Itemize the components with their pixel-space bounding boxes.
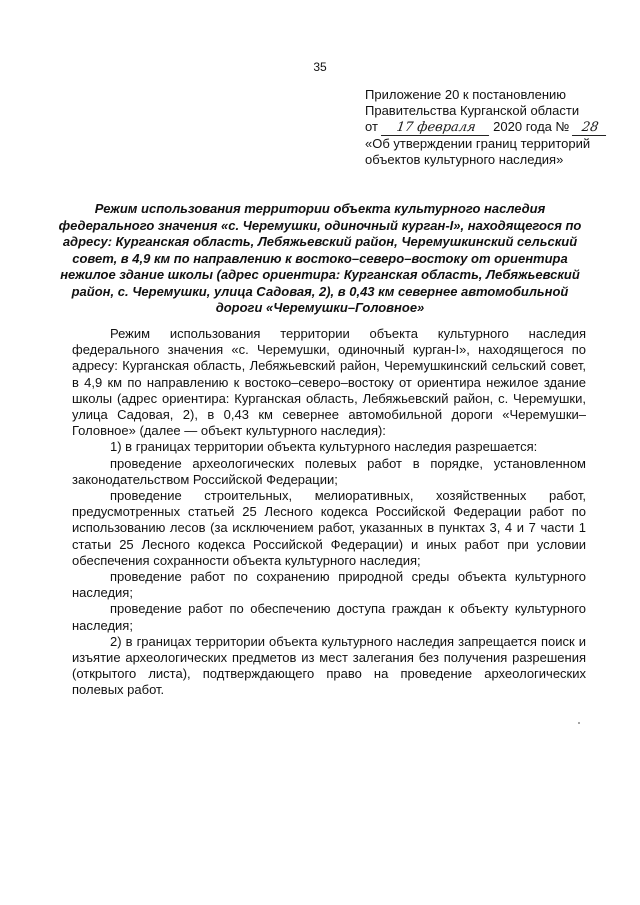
page-number: 35 [313,60,327,74]
scan-speck [578,722,580,724]
document-body [72,326,586,699]
paragraph-allowed-1: проведение археологических полевых работ в порядке, установленном законодательством Российской Федерации; [72,455,586,487]
date-prefix: от [365,119,378,134]
paragraph-allowed-heading: 1) в границах территории объекта культурного наследия разрешается: [110,439,538,455]
appendix-line-4: «Об утверждении границ территорий [365,136,591,151]
paragraph-allowed-4: проведение работ по обеспечению доступа граждан к объекту культурного наследия; [72,601,586,633]
appendix-line-5: объектов культурного наследия» [365,152,564,167]
handwritten-number: 28 [572,121,608,136]
appendix-line-1: Приложение 20 к постановлению [365,87,567,102]
paragraph-prohibited: 2) в границах территории объекта культурного наследия запрещается поиск и изъятие археологических предметов из мест залегания без получения разрешения (открытого листа), подтверждающего право на проведение археологических полевых работ. [72,633,586,698]
appendix-block [365,87,625,168]
year-text: 2020 года № [493,119,570,134]
appendix-date-line [365,119,625,136]
paragraph-allowed-2: проведение строительных, мелиоративных, хозяйственных работ, предусмотренных статьей 25 Лесного кодекса Российской Федерации работ по использованию лесов (за исключением работ, указанных в пунктах 3, 4 и 7 части 1 статьи 25 Лесного кодекса Российской Федерации) и иных работ при условии обеспечения сохранности объекта культурного наследия; [72,488,586,568]
handwritten-date: 17 февраля [380,121,490,136]
appendix-line-2: Правительства Курганской области [365,103,580,118]
paragraph-intro: Режим использования территории объекта культурного наследия федерального значения «с. Черемушки, одиночный курган-I», находящегося по адресу: Курганская область, Лебяжьевский район, Черемушкинский сельский совет, в 4,9 км по направлению к востоко–северо–востоку от ориентира нежилое здание школы (адрес ориентира: Курганская область, Лебяжьевский район, с. Черемушки, улица Садовая, 2), в 0,43 км севернее автомобильной дороги «Черемушки–Головное» (далее — объект культурного наследия): [72,326,586,439]
document-title: Режим использования территории объекта культурного наследия федерального значения «с. Черемушки, одиночный курган-I», находящегося по адресу: Курганская область, Лебяжьевский район, Черемушкинский сельский совет, в 4,9 км по направлению к востоко–северо–востоку от ориентира нежилое здание школы (адрес ориентира: Курганская область, Лебяжьевский район, с. Черемушки, улица Садовая, 2), в 0,43 км севернее автомобильной дороги «Черемушки–Головное» [58,201,582,315]
paragraph-allowed-3: проведение работ по сохранению природной среды объекта культурного наследия; [72,569,586,601]
